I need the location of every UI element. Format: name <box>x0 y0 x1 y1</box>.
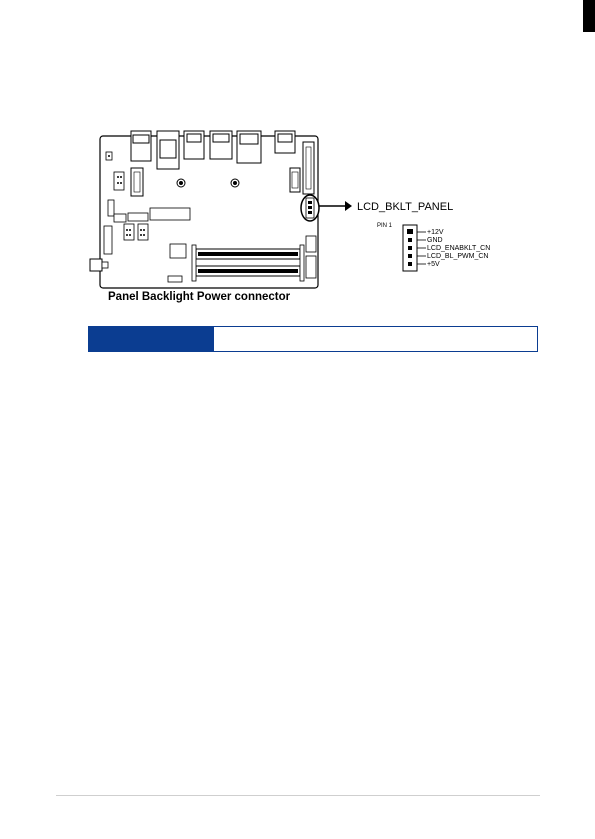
callout-arrowhead <box>345 201 352 211</box>
section-bar <box>88 326 538 352</box>
edp-connector <box>303 142 314 194</box>
motherboard-diagram <box>0 0 595 320</box>
pin-label-2: GND <box>427 237 443 244</box>
pin-label-4: LCD_BL_PWM_CN <box>427 253 489 260</box>
pin-label-3: LCD_ENABKLT_CN <box>427 245 491 252</box>
dc-power-jack <box>90 259 102 271</box>
pin-header-detail <box>403 225 426 271</box>
pin-labels <box>427 229 490 268</box>
pin-label-1: +12V <box>427 229 444 236</box>
section-bar-accent <box>89 327 214 351</box>
figure-caption: Panel Backlight Power connector <box>108 291 291 303</box>
footer-rule <box>56 795 540 796</box>
connector-label: LCD_BKLT_PANEL <box>357 201 454 213</box>
pin-header-label: PIN 1 <box>377 223 393 229</box>
pin-label-5: +5V <box>427 261 440 268</box>
